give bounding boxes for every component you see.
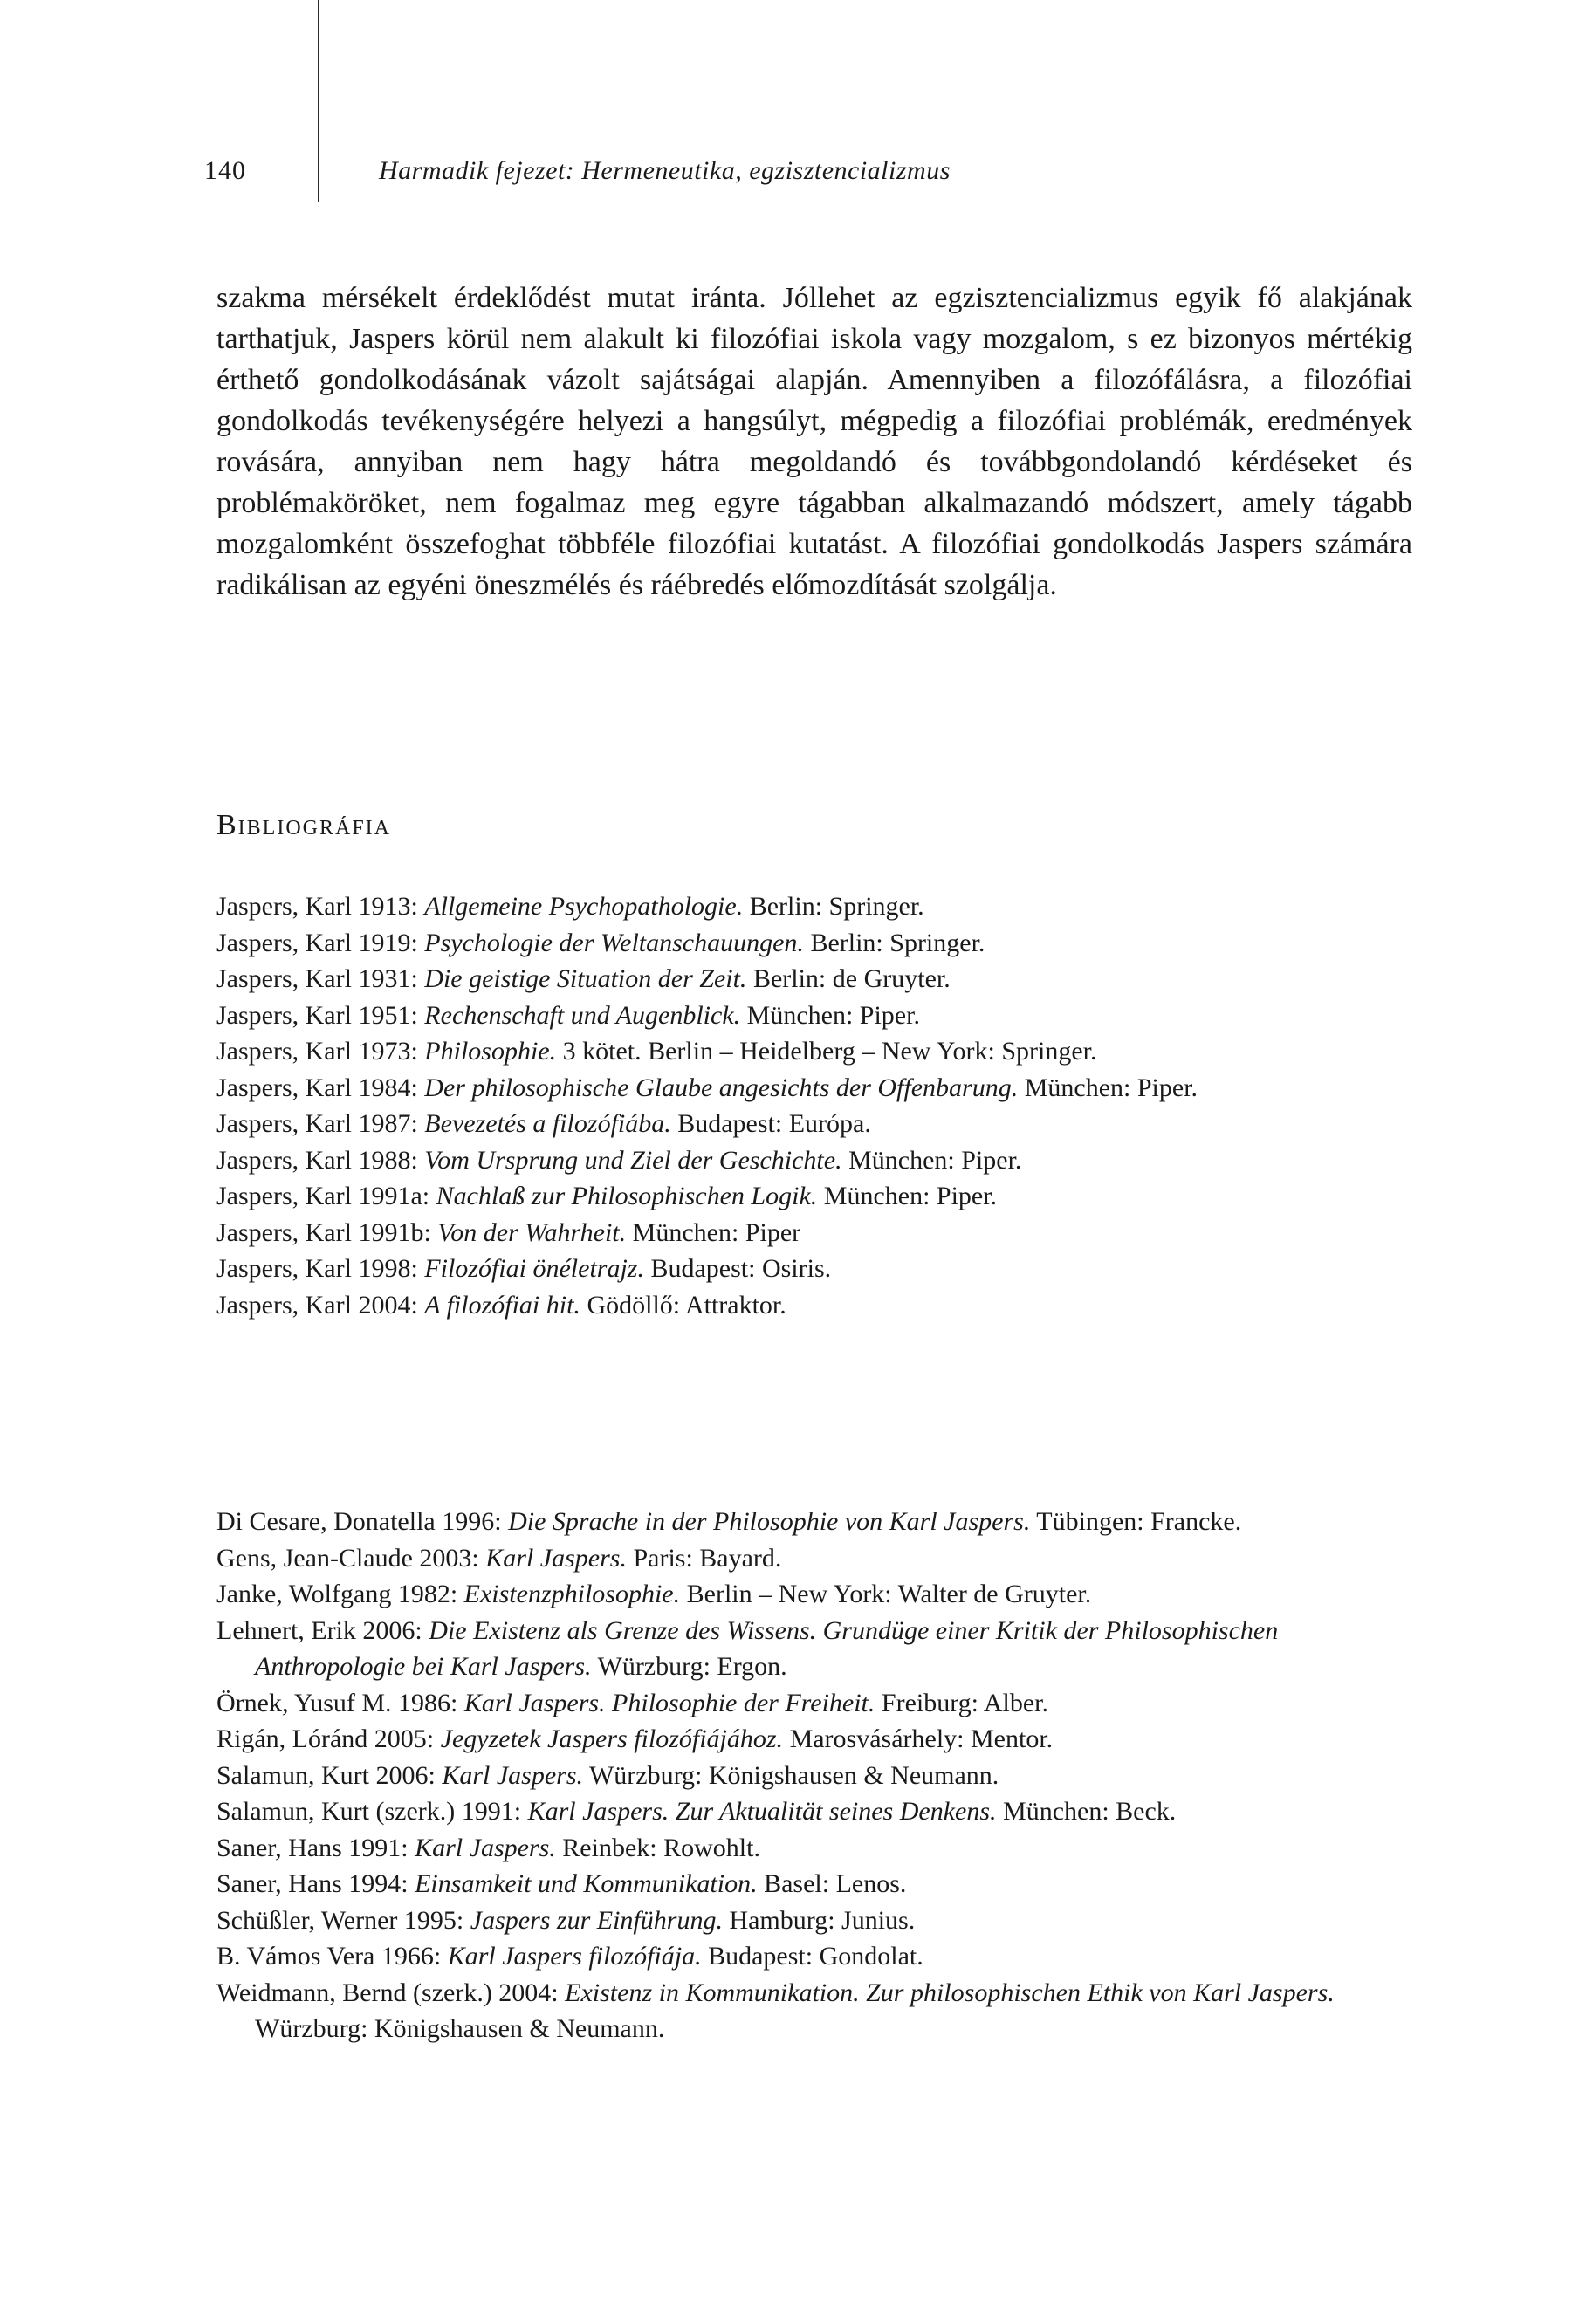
entry-publisher: Budapest: Európa. — [670, 1109, 871, 1138]
entry-title: Bevezetés a filozófiába. — [424, 1109, 671, 1138]
entry-author-year: Rigán, Lóránd 2005: — [216, 1724, 441, 1753]
entry-author-year: Jaspers, Karl 1984: — [216, 1073, 425, 1102]
bibliography-heading: Bibliográfia — [216, 809, 392, 841]
entry-publisher: München: Piper. — [740, 1000, 920, 1030]
bibliography-entry — [216, 1287, 1412, 1324]
bibliography-entry — [216, 997, 1412, 1034]
bibliography-entry — [216, 1793, 1412, 1830]
entry-publisher: Berlin: Springer. — [743, 892, 924, 921]
running-title: Harmadik fejezet: Hermeneutika, egzisztencializmus — [379, 156, 951, 185]
entry-publisher: Würzburg: Ergon. — [591, 1652, 787, 1681]
entry-publisher: München: Piper. — [1018, 1073, 1198, 1102]
entry-author-year: Di Cesare, Donatella 1996: — [216, 1507, 509, 1536]
entry-publisher: Würzburg: Königshausen & Neumann. — [583, 1760, 999, 1790]
entry-author-year: Jaspers, Karl 1991b: — [216, 1217, 438, 1247]
bibliography-entry — [216, 1142, 1412, 1179]
entry-title: Karl Jaspers. Philosophie der Freiheit. — [463, 1688, 875, 1717]
secondary-bibliography-list — [216, 1504, 1412, 2047]
entry-author-year: Schüßler, Werner 1995: — [216, 1905, 470, 1935]
entry-author-year: Salamun, Kurt 2006: — [216, 1760, 443, 1790]
bibliography-entry — [216, 1613, 1412, 1685]
entry-publisher: Berlin – New York: Walter de Gruyter. — [680, 1580, 1092, 1608]
entry-publisher: München: Piper — [626, 1217, 801, 1247]
entry-publisher: Berlin: de Gruyter. — [746, 964, 951, 993]
entry-title: Filozófiai önéletrajz. — [424, 1254, 644, 1283]
entry-publisher: Budapest: Gondolat. — [701, 1942, 923, 1971]
entry-title: Existenz in Kommunikation. Zur philosophischen Ethik von Karl Jaspers. — [565, 1978, 1335, 2007]
bibliography-entry — [216, 1866, 1412, 1902]
entry-title: Nachlaß zur Philosophischen Logik. — [436, 1182, 818, 1210]
bibliography-entry — [216, 1758, 1412, 1794]
entry-author-year: Jaspers, Karl 1998: — [216, 1254, 425, 1283]
entry-publisher: München: Beck. — [996, 1797, 1177, 1826]
entry-title: Existenzphilosophie. — [463, 1580, 681, 1608]
entry-author-year: Jaspers, Karl 1951: — [216, 1000, 425, 1030]
entry-author-year: Saner, Hans 1994: — [216, 1869, 415, 1898]
entry-publisher: Budapest: Osiris. — [643, 1254, 832, 1283]
entry-title: Karl Jaspers. — [415, 1833, 556, 1862]
entry-author-year: Jaspers, Karl 1913: — [216, 892, 425, 921]
entry-title: Allgemeine Psychopathologie. — [424, 892, 744, 921]
bibliography-entry — [216, 1540, 1412, 1577]
running-header — [204, 155, 1426, 187]
entry-title: Die geistige Situation der Zeit. — [424, 964, 747, 993]
bibliography-entry — [216, 1902, 1412, 1939]
entry-author-year: Jaspers, Karl 1987: — [216, 1109, 425, 1138]
entry-author-year: Jaspers, Karl 2004: — [216, 1290, 425, 1320]
entry-publisher: Basel: Lenos. — [757, 1869, 907, 1898]
bibliography-entry — [216, 1721, 1412, 1758]
entry-author-year: Janke, Wolfgang 1982: — [216, 1580, 464, 1608]
entry-title: Die Existenz als Grenze des Wissens. Grundüge einer Kritik der Philosophischen Anthropologie bei Karl Jaspers. — [255, 1615, 1279, 1681]
bibliography-entry — [216, 1938, 1412, 1975]
bibliography-entry — [216, 888, 1412, 925]
entry-publisher: Würzburg: Königshausen & Neumann. — [255, 2014, 665, 2043]
entry-title: Einsamkeit und Kommunikation. — [415, 1869, 758, 1898]
bibliography-entry — [216, 1830, 1412, 1867]
entry-publisher: Berlin: Springer. — [803, 928, 985, 957]
bibliography-entry — [216, 1033, 1412, 1070]
entry-author-year: Weidmann, Bernd (szerk.) 2004: — [216, 1978, 566, 2007]
entry-publisher: 3 kötet. Berlin – Heidelberg – New York: Springer. — [556, 1037, 1097, 1066]
entry-title: Von der Wahrheit. — [437, 1217, 627, 1247]
bibliography-entry — [216, 1685, 1412, 1722]
entry-author-year: Jaspers, Karl 1988: — [216, 1145, 425, 1175]
entry-author-year: Jaspers, Karl 1973: — [216, 1037, 425, 1066]
entry-publisher: München: Piper. — [817, 1182, 998, 1210]
entry-publisher: Gödöllő: Attraktor. — [580, 1290, 786, 1320]
entry-author-year: Saner, Hans 1991: — [216, 1833, 415, 1862]
entry-title: Vom Ursprung und Ziel der Geschichte. — [424, 1145, 842, 1175]
entry-title: Die Sprache in der Philosophie von Karl Jaspers. — [508, 1507, 1031, 1536]
entry-title: Karl Jaspers. — [442, 1760, 583, 1790]
body-paragraph: szakma mérsékelt érdeklődést mutat iránta. Jóllehet az egzisztencializmus egyik fő alakjának tarthatjuk, Jaspers körül nem alakult ki filozófiai iskola vagy mozgalom, s ez bizonyos mértékig érthető gondolkodásának vázolt sajátságai alapján. Amennyiben a filozófálásra, a filozófiai gondolkodás tevékenységére helyezi a hangsúlyt, mégpedig a filozófiai problémák, eredmények rovására, annyiban nem hagy hátra megoldandó és továbbgondolandó kérdéseket és problémaköröket, nem fogalmaz meg egyre tágabban alkalmazandó módszert, amely tágabb mozgalomként összefoghat többféle filozófiai kutatást. A filozófiai gondolkodás Jaspers számára radikálisan az egyéni öneszmélés és ráébredés előmozdítását szolgálja. — [216, 282, 1412, 601]
entry-author-year: Jaspers, Karl 1919: — [216, 928, 425, 957]
bibliography-entry — [216, 1504, 1412, 1540]
primary-bibliography-list — [216, 888, 1412, 1323]
entry-publisher: München: Piper. — [841, 1145, 1022, 1175]
entry-author-year: Lehnert, Erik 2006: — [216, 1615, 429, 1645]
entry-author-year: Örnek, Yusuf M. 1986: — [216, 1688, 464, 1717]
bibliography-entry — [216, 961, 1412, 997]
entry-author-year: Salamun, Kurt (szerk.) 1991: — [216, 1797, 528, 1826]
bibliography-entry — [216, 1178, 1412, 1215]
page-number: 140 — [204, 156, 246, 185]
entry-author-year: Gens, Jean-Claude 2003: — [216, 1543, 486, 1573]
entry-title: Philosophie. — [424, 1037, 557, 1066]
entry-title: Karl Jaspers filozófiája. — [447, 1942, 702, 1971]
entry-title: Der philosophische Glaube angesichts der Offenbarung. — [424, 1073, 1019, 1102]
bibliography-entry — [216, 1215, 1412, 1251]
entry-publisher: Marosvásárhely: Mentor. — [783, 1724, 1054, 1753]
entry-publisher: Paris: Bayard. — [626, 1543, 782, 1573]
entry-title: Rechenschaft und Augenblick. — [424, 1000, 741, 1030]
entry-title: Jaspers zur Einführung. — [470, 1905, 723, 1935]
entry-publisher: Freiburg: Alber. — [875, 1688, 1048, 1717]
entry-author-year: Jaspers, Karl 1991a: — [216, 1182, 436, 1210]
bibliography-entry — [216, 1251, 1412, 1287]
entry-author-year: Jaspers, Karl 1931: — [216, 964, 425, 993]
entry-publisher: Tübingen: Francke. — [1030, 1507, 1242, 1536]
bibliography-entry — [216, 1576, 1412, 1613]
entry-title: A filozófiai hit. — [424, 1290, 580, 1320]
bibliography-entry — [216, 1106, 1412, 1142]
entry-author-year: B. Vámos Vera 1966: — [216, 1942, 448, 1971]
entry-publisher: Hamburg: Junius. — [722, 1905, 916, 1935]
entry-title: Psychologie der Weltanschauungen. — [424, 928, 804, 957]
bibliography-entry — [216, 1975, 1412, 2047]
bibliography-entry — [216, 925, 1412, 962]
bibliography-entry — [216, 1070, 1412, 1107]
entry-title: Jegyzetek Jaspers filozófiájához. — [440, 1724, 784, 1753]
entry-title: Karl Jaspers. Zur Aktualität seines Denkens. — [527, 1797, 997, 1826]
entry-publisher: Reinbek: Rowohlt. — [555, 1833, 760, 1862]
entry-title: Karl Jaspers. — [485, 1543, 627, 1573]
